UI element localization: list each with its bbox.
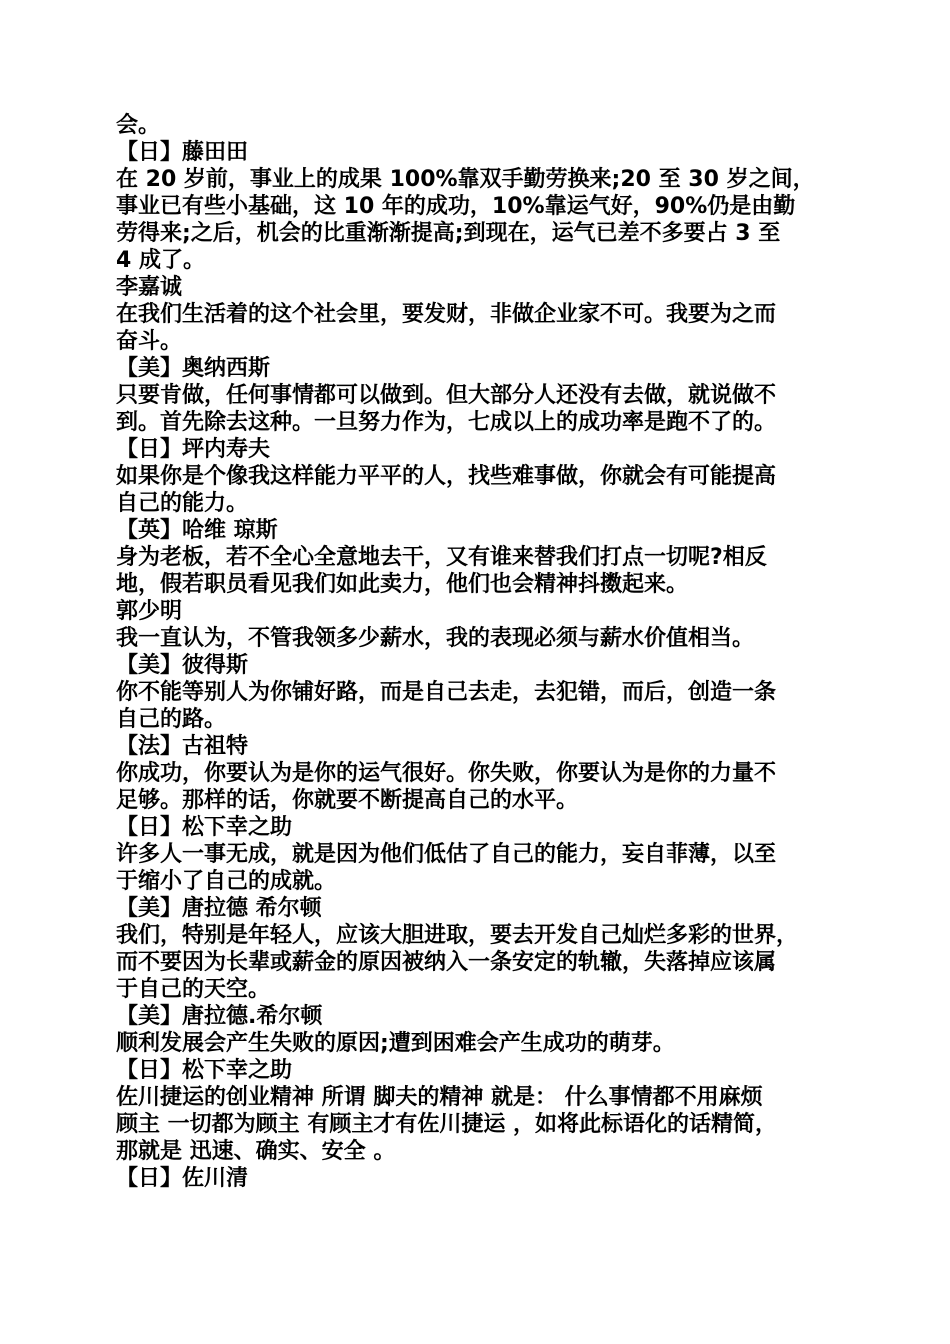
author-line: 【日】藤田田	[116, 140, 249, 165]
text-line: 奋斗。	[116, 329, 183, 354]
text-line: 顾主 一切都为顾主 有顾主才有佐川捷运 ，如将此标语化的话精简，	[116, 1112, 777, 1137]
text-line: 顺利发展会产生失败的原因;遭到困难会产生成功的萌芽。	[116, 1031, 675, 1056]
text-line: 那就是 迅速、确实、安全 。	[116, 1139, 396, 1164]
text-line: 于自己的天空。	[116, 977, 271, 1002]
text-line: 到。首先除去这种。一旦努力作为，七成以上的成功率是跑不了的。	[116, 410, 777, 435]
text-line: 足够。那样的话，你就要不断提高自己的水平。	[116, 788, 579, 813]
text-line: 只要肯做，任何事情都可以做到。但大部分人还没有去做，就说做不	[116, 383, 777, 408]
text-line: 4 成了。	[116, 248, 205, 273]
author-line: 【美】唐拉德.希尔顿	[116, 1004, 323, 1029]
text-line: 自己的能力。	[116, 491, 249, 516]
text-line: 于缩小了自己的成就。	[116, 869, 337, 894]
text-line: 会。	[116, 113, 161, 138]
text-line: 我们，特别是年轻人，应该大胆进取，要去开发自己灿烂多彩的世界，	[116, 923, 799, 948]
text-line: 地，假若职员看见我们如此卖力，他们也会精神抖擞起来。	[116, 572, 689, 597]
text-line: 身为老板，若不全心全意地去干，又有谁来替我们打点一切呢?相反	[116, 545, 767, 570]
text-line: 事业已有些小基础，这 10 年的成功，10%靠运气好，90%仍是由勤	[116, 194, 796, 219]
author-line: 【英】哈维 琼斯	[116, 518, 278, 543]
author-line: 【日】佐川清	[116, 1166, 249, 1191]
text-line: 如果你是个像我这样能力平平的人，找些难事做，你就会有可能提高	[116, 464, 777, 489]
text-line: 在 20 岁前，事业上的成果 100%靠双手勤劳换来;20 至 30 岁之间，	[116, 167, 815, 192]
text-line: 你不能等别人为你铺好路，而是自己去走，去犯错，而后，创造一条	[116, 680, 777, 705]
text-line: 自己的路。	[116, 707, 227, 732]
text-line: 你成功，你要认为是你的运气很好。你失败，你要认为是你的力量不	[116, 761, 777, 786]
text-line: 佐川捷运的创业精神 所谓 脚夫的精神 就是： 什么事情都不用麻烦	[116, 1085, 763, 1110]
text-line: 在我们生活着的这个社会里，要发财，非做企业家不可。我要为之而	[116, 302, 777, 327]
author-line: 【美】奥纳西斯	[116, 356, 271, 381]
text-line: 许多人一事无成，就是因为他们低估了自己的能力，妄自菲薄，以至	[116, 842, 777, 867]
text-line: 而不要因为长辈或薪金的原因被纳入一条安定的轨辙，失落掉应该属	[116, 950, 777, 975]
author-line: 【美】彼得斯	[116, 653, 249, 678]
text-line: 我一直认为，不管我领多少薪水，我的表现必须与薪水价值相当。	[116, 626, 755, 651]
author-line: 【日】松下幸之助	[116, 1058, 293, 1083]
document-body	[116, 112, 846, 1192]
author-line: 【法】古祖特	[116, 734, 249, 759]
author-line: 郭少明	[116, 599, 183, 624]
text-line: 劳得来;之后，机会的比重渐渐提高;到现在，运气已差不多要占 3 至	[116, 221, 781, 246]
author-line: 李嘉诚	[116, 275, 183, 300]
author-line: 【日】松下幸之助	[116, 815, 293, 840]
author-line: 【日】坪内寿夫	[116, 437, 271, 462]
author-line: 【美】唐拉德 希尔顿	[116, 896, 322, 921]
